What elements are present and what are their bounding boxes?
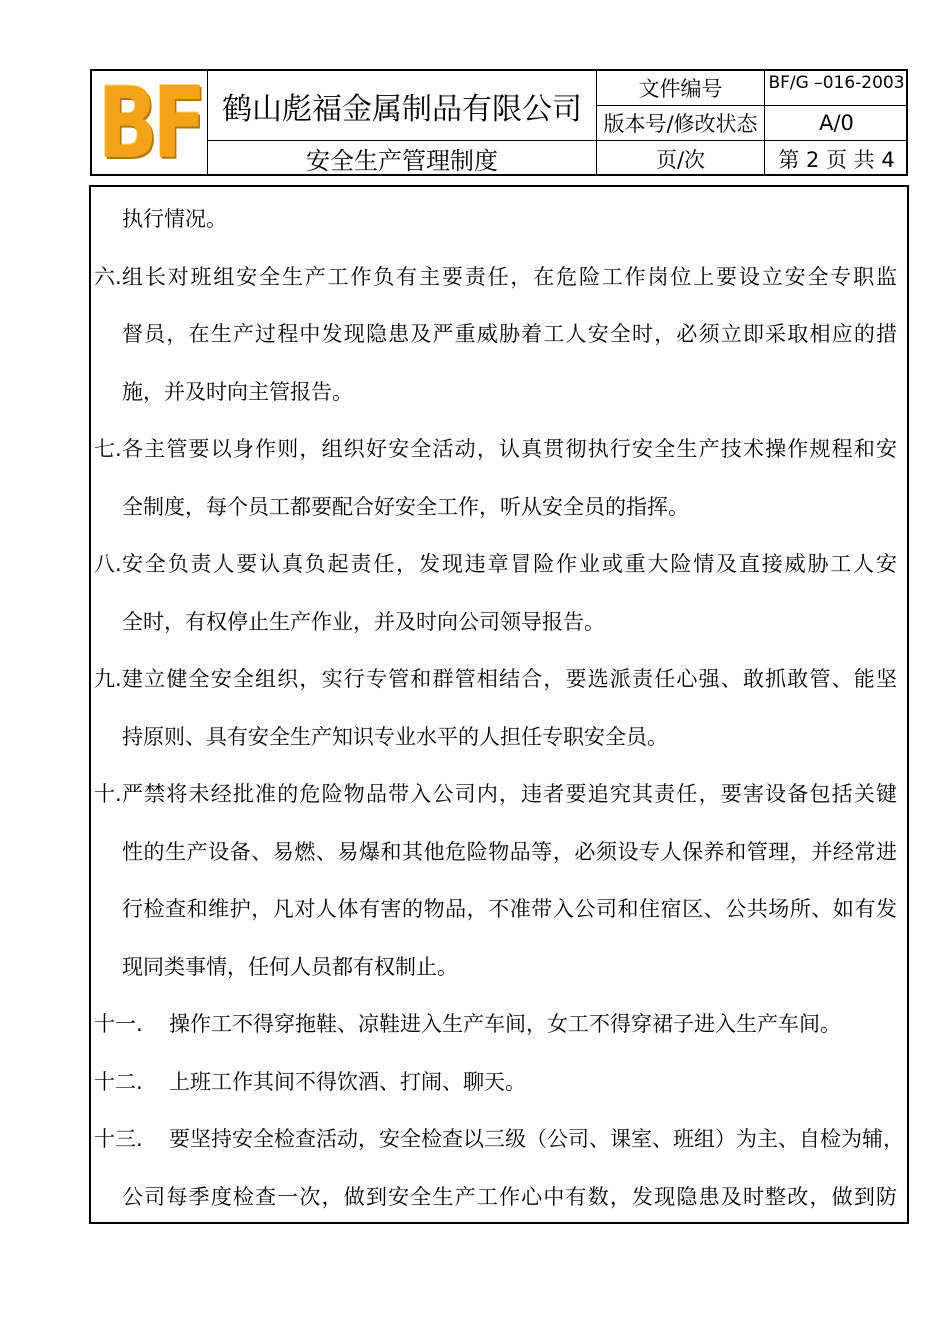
- line-text: 执行情况。: [122, 207, 227, 231]
- line-text: 严禁将未经批准的危险物品带入公司内，违者要追究其责任，要害设备包括关键: [122, 782, 897, 806]
- page-label: 页/次: [596, 141, 764, 176]
- line-text: 全制度，每个员工都要配合好安全工作，听从安全员的指挥。: [122, 495, 689, 519]
- clause-number: 十二.: [94, 1070, 143, 1094]
- document-body: [89, 185, 909, 1224]
- doc-no-value: BF/G –016-2003: [764, 71, 908, 106]
- line-text: 性的生产设备、易燃、易爆和其他危险物品等，必须设专人保养和管理，并经常进: [122, 840, 897, 864]
- header-table: [90, 69, 908, 176]
- company-name: 鹤山彪福金属制品有限公司: [208, 71, 596, 141]
- doc-no-label: 文件编号: [596, 71, 764, 106]
- clause-number: 十三.: [94, 1127, 143, 1151]
- document-title: 安全生产管理制度: [306, 147, 498, 175]
- version-label: 版本号/修改状态: [596, 106, 764, 141]
- line-text: 行检查和维护，凡对人体有害的物品，不准带入公司和住宿区、公共场所、如有发: [122, 897, 897, 921]
- version-value: A/0: [764, 106, 908, 141]
- line-text: 安全负责人要认真负起责任，发现违章冒险作业或重大险情及直接威胁工人安: [122, 552, 897, 576]
- line-text: 要坚持安全检查活动，安全检查以三级（公司、课室、班组）为主、自检为辅，: [169, 1127, 904, 1151]
- line-text: 全时，有权停止生产作业，并及时向公司领导报告。: [122, 610, 605, 634]
- line-text: 公司每季度检查一次，做到安全生产工作心中有数，发现隐患及时整改，做到防: [122, 1185, 897, 1209]
- line-text: 各主管要以身作则，组织好安全活动，认真贯彻执行安全生产技术操作规程和安: [122, 437, 897, 461]
- clause-number: 八.: [94, 552, 122, 576]
- line-text: 操作工不得穿拖鞋、凉鞋进入生产车间，女工不得穿裙子进入生产车间。: [169, 1012, 841, 1036]
- line-text: 施，并及时向主管报告。: [122, 380, 353, 404]
- logo-text: BF: [97, 71, 202, 176]
- line-text: 持原则、具有安全生产知识专业水平的人担任专职安全员。: [122, 725, 668, 749]
- page-value: 第 2 页 共 4: [764, 141, 908, 176]
- clause-number: 六.: [94, 265, 122, 289]
- line-text: 现同类事情，任何人员都有权制止。: [122, 955, 458, 979]
- company-logo: [92, 71, 208, 176]
- line-text: 督员，在生产过程中发现隐患及严重威胁着工人安全时，必须立即采取相应的措: [122, 322, 897, 346]
- clause-number: 十一.: [94, 1012, 143, 1036]
- line-text: 组长对班组安全生产工作负有主要责任，在危险工作岗位上要设立安全专职监: [122, 265, 897, 289]
- line-text: 上班工作其间不得饮酒、打闹、聊天。: [169, 1070, 526, 1094]
- clause-number: 十.: [94, 782, 122, 806]
- clause-number: 七.: [94, 437, 122, 461]
- line-text: 建立健全安全组织，实行专管和群管相结合，要选派责任心强、敢抓敢管、能坚: [122, 667, 897, 691]
- clause-number: 九.: [94, 667, 122, 691]
